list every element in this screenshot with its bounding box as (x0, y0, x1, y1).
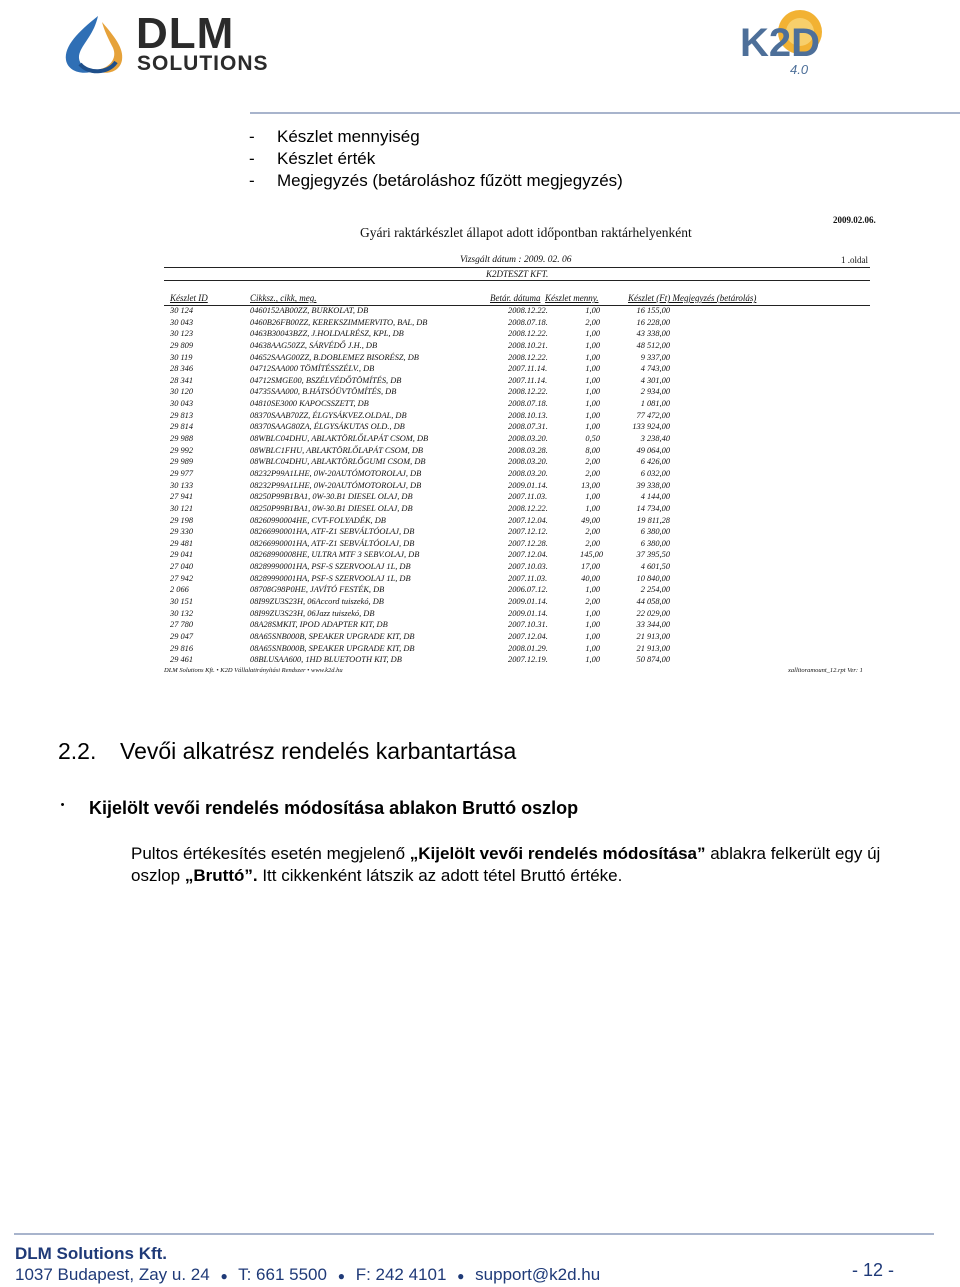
table-cell-value: 10 840,00 (636, 573, 670, 583)
footer-phone: T: 661 5500 (238, 1265, 327, 1284)
dlm-logo-emblem (58, 12, 138, 78)
table-cell-value: 4 144,00 (640, 492, 670, 502)
table-cell-date: 2008.03.28. (508, 445, 548, 455)
table-cell-qty: 2,00 (585, 538, 600, 548)
table-cell-qty: 13,00 (581, 480, 600, 490)
table-cell-qty: 1,00 (585, 340, 600, 350)
table-cell-date: 2007.12.04. (508, 631, 548, 641)
table-cell-qty: 1,00 (585, 329, 600, 339)
table-cell-name: 08A65SNB000B, SPEAKER UPGRADE KIT, DB (250, 643, 415, 653)
table-cell-date: 2008.07.18. (508, 399, 548, 409)
footer-fax: F: 242 4101 (355, 1265, 447, 1284)
table-row (160, 363, 872, 375)
table-cell-date: 2007.10.03. (508, 562, 548, 572)
table-cell-qty: 2,00 (585, 597, 600, 607)
table-cell-id: 27 040 (170, 562, 194, 572)
table-cell-value: 21 913,00 (636, 631, 670, 641)
table-row (160, 421, 872, 433)
table-cell-id: 30 120 (170, 387, 194, 397)
table-cell-id: 29 481 (170, 538, 194, 548)
table-cell-date: 2008.03.20. (508, 468, 548, 478)
table-cell-value: 6 380,00 (640, 538, 670, 548)
list-item-text: Megjegyzés (betároláshoz fűzött megjegyzés) (277, 171, 623, 190)
table-cell-date: 2008.12.22. (508, 352, 548, 362)
table-row (160, 386, 872, 398)
table-cell-name: 08WBLC04DHU, ABLAKTÖRLŐLAPÁT CSOM, DB (250, 434, 429, 444)
table-row (160, 631, 872, 643)
table-cell-date: 2008.12.22. (508, 503, 548, 513)
table-row (160, 328, 872, 340)
table-cell-value: 48 512,00 (636, 340, 670, 350)
table-cell-value: 6 380,00 (640, 527, 670, 537)
k2d-logo (738, 2, 862, 76)
para-bold: „Bruttó”. (184, 866, 258, 885)
table-row (160, 526, 872, 538)
table-row (160, 456, 872, 468)
table-cell-qty: 1,00 (585, 492, 600, 502)
footer-separator: ● (457, 1269, 465, 1283)
table-row (160, 480, 872, 492)
table-cell-value: 21 913,00 (636, 643, 670, 653)
report-col-date: Betár. dátuma (490, 293, 541, 303)
table-cell-name: 04638AAG50ZZ, SÁRVÉDŐ J.H., DB (250, 340, 378, 350)
report-col-qty: Készlet menny. (545, 293, 599, 303)
table-row (160, 654, 872, 666)
table-row (160, 596, 872, 608)
header-divider (250, 112, 960, 114)
list-item-text: Készlet érték (277, 149, 376, 168)
k2d-brand-text: K2D (740, 21, 821, 65)
table-cell-value: 22 029,00 (636, 608, 670, 618)
table-cell-id: 29 041 (170, 550, 194, 560)
table-cell-name: 04735SAA000, B.HÁTSÓÜVTÖMÍTÉS, DB (250, 387, 397, 397)
table-cell-value: 3 238,40 (640, 434, 670, 444)
table-cell-qty: 2,00 (585, 457, 600, 467)
table-cell-id: 2 066 (170, 585, 189, 595)
table-cell-id: 29 047 (170, 631, 194, 641)
table-cell-qty: 1,00 (585, 399, 600, 409)
table-cell-id: 30 151 (170, 597, 194, 607)
footer-divider (14, 1233, 934, 1235)
table-cell-date: 2007.12.28. (508, 538, 548, 548)
table-cell-id: 29 198 (170, 515, 194, 525)
dash-marker: - (249, 171, 255, 190)
table-cell-qty: 1,00 (585, 375, 600, 385)
table-cell-qty: 2,00 (585, 468, 600, 478)
table-cell-name: 08WBLC1FHU, ABLAKTÖRLŐLAPÁT CSOM, DB (250, 445, 424, 455)
report-page: 1 .oldal (841, 255, 868, 265)
table-row (160, 503, 872, 515)
table-cell-qty: 1,00 (585, 422, 600, 432)
table-row (160, 619, 872, 631)
table-row (160, 398, 872, 410)
table-cell-value: 133 924,00 (632, 422, 670, 432)
table-cell-value: 6 426,00 (640, 457, 670, 467)
table-row (160, 491, 872, 503)
table-cell-id: 30 119 (170, 352, 193, 362)
list-item (249, 126, 623, 148)
table-cell-qty: 1,00 (585, 352, 600, 362)
table-row (160, 352, 872, 364)
table-cell-name: 08A28SMKIT, IPOD ADAPTER KIT, DB (250, 620, 388, 630)
table-cell-name: 08260990004HE, CVT-FOLYADÉK, DB (250, 515, 386, 525)
para-bold: „Kijelölt vevői rendelés módosítása” (409, 844, 706, 863)
table-cell-name: 08I99ZU3S23H, 06Accord tuiszekó, DB (250, 597, 384, 607)
dash-list (249, 126, 623, 192)
table-cell-id: 29 992 (170, 445, 194, 455)
table-cell-date: 2008.03.20. (508, 434, 548, 444)
report-col-name: Cikksz., cikk, meg. (250, 293, 317, 303)
table-cell-name: 0460152AB00ZZ, BURKOLAT, DB (250, 306, 369, 315)
bullet-icon: • (60, 799, 65, 811)
table-cell-name: 04810SE3000 KAPOCSSZETT, DB (250, 399, 369, 409)
table-cell-name: 08708G98P0HE, JAVÍTÓ FESTÉK, DB (250, 585, 385, 595)
table-cell-date: 2007.11.03. (508, 492, 548, 502)
table-cell-name: 08266990001HA, ATF-Z1 SEBVÁLTÓOLAJ, DB (250, 527, 415, 537)
table-cell-value: 4 301,00 (640, 375, 670, 385)
table-cell-id: 29 809 (170, 340, 194, 350)
table-cell-qty: 8,00 (585, 445, 600, 455)
table-cell-id: 29 814 (170, 422, 194, 432)
table-cell-qty: 1,00 (585, 410, 600, 420)
table-cell-name: 08I99ZU3S23H, 06Jazz tuiszekó, DB (250, 608, 375, 618)
table-cell-id: 30 121 (170, 503, 194, 513)
table-cell-id: 27 780 (170, 620, 194, 630)
table-cell-value: 19 811,28 (637, 515, 670, 525)
table-cell-date: 2007.11.03. (508, 573, 548, 583)
table-cell-name: 0460B26FB00ZZ, KEREKSZIMMERVITO, BAL, DB (250, 317, 428, 327)
table-row (160, 305, 872, 317)
table-cell-qty: 1,00 (585, 643, 600, 653)
table-cell-value: 43 338,00 (636, 329, 670, 339)
table-cell-value: 49 064,00 (636, 445, 670, 455)
table-cell-id: 28 341 (170, 375, 194, 385)
table-row (160, 515, 872, 527)
table-cell-name: 0463B30043BZZ, J.HOLDALRÉSZ, KPL, DB (250, 329, 404, 339)
table-cell-name: 08289990001HA, PSF-S SZERVOOLAJ 1L, DB (250, 573, 411, 583)
list-item-text: Készlet mennyiség (277, 127, 420, 146)
k2d-logo-graphic (738, 2, 862, 76)
table-cell-name: 08232P99A1LHE, 0W-20AUTÓMOTOROLAJ, DB (250, 480, 422, 490)
table-cell-qty: 1,00 (585, 306, 600, 315)
report-firm: K2DTESZT KFT. (486, 269, 549, 279)
table-cell-name: 08370SAAB70ZZ, ÉLGYSÁKVEZ.OLDAL, DB (250, 410, 407, 420)
table-cell-qty: 0,50 (585, 434, 600, 444)
table-cell-name: 08370SAAG80ZA, ÉLGYSÁKUTAS OLD., DB (250, 422, 405, 432)
table-cell-date: 2008.01.29. (508, 643, 548, 653)
table-cell-id: 29 816 (170, 643, 194, 653)
table-cell-id: 30 132 (170, 608, 194, 618)
table-cell-name: 08BLUSAA600, 1HD BLUETOOTH KIT, DB (250, 655, 402, 665)
table-row (160, 573, 872, 585)
footer-separator: ● (220, 1269, 228, 1283)
para-text: Pultos értékesítés esetén megjelenő (131, 844, 410, 863)
table-cell-date: 2007.11.14. (508, 375, 548, 385)
table-cell-value: 37 395,50 (636, 550, 670, 560)
para-text: ablakra felkerült egy új oszlop (131, 844, 881, 885)
table-cell-id: 30 124 (170, 306, 194, 315)
table-cell-value: 2 254,00 (640, 585, 670, 595)
footer-address: 1037 Budapest, Zay u. 24 (15, 1265, 210, 1284)
section-number: 2.2. (58, 738, 97, 764)
table-cell-name: 04712SAA000 TÖMÍTÉSSZÉLV., DB (250, 364, 375, 374)
report-rows (160, 305, 872, 666)
table-cell-name: 08250P99B1BA1, 0W-30.B1 DIESEL OLAJ, DB (250, 503, 413, 513)
table-row (160, 608, 872, 620)
table-cell-id: 29 977 (170, 468, 194, 478)
table-cell-date: 2008.12.22. (508, 387, 548, 397)
table-cell-name: 08289990001HA, PSF-S SZERVOOLAJ 1L, DB (250, 562, 411, 572)
table-cell-value: 9 337,00 (640, 352, 670, 362)
table-cell-id: 28 346 (170, 364, 194, 374)
table-cell-date: 2006.07.12. (508, 585, 548, 595)
report-rule (164, 280, 870, 281)
table-cell-id: 29 461 (170, 655, 194, 665)
table-row (160, 410, 872, 422)
table-cell-qty: 145,00 (580, 550, 604, 560)
table-cell-date: 2008.03.20. (508, 457, 548, 467)
table-row (160, 538, 872, 550)
table-cell-value: 44 058,00 (636, 597, 670, 607)
table-cell-id: 29 989 (170, 457, 194, 467)
dlm-brand-wordmark: DLM (136, 9, 235, 58)
table-cell-qty: 1,00 (585, 585, 600, 595)
table-cell-id: 29 813 (170, 410, 194, 420)
table-cell-name: 08268990008HE, ULTRA MTF 3 SEBV.OLAJ, DB (250, 550, 420, 560)
table-cell-date: 2009.01.14. (508, 480, 548, 490)
table-cell-date: 2007.10.31. (508, 620, 548, 630)
table-cell-qty: 1,00 (585, 387, 600, 397)
report-screenshot (160, 210, 876, 682)
table-cell-value: 33 344,00 (636, 620, 670, 630)
report-title: Gyári raktárkészlet állapot adott időpontban raktárhelyenként (360, 225, 692, 240)
table-cell-date: 2007.12.19. (508, 655, 548, 665)
footer-email[interactable]: support@k2d.hu (475, 1265, 601, 1284)
table-cell-id: 29 988 (170, 434, 194, 444)
table-cell-name: 08232P99A1LHE, 0W-20AUTÓMOTOROLAJ, DB (250, 468, 422, 478)
table-cell-id: 30 043 (170, 317, 194, 327)
table-cell-date: 2008.12.22. (508, 329, 548, 339)
table-cell-name: 08250P99B1BA1, 0W-30.B1 DIESEL OLAJ, DB (250, 492, 413, 502)
table-row (160, 584, 872, 596)
table-cell-id: 30 133 (170, 480, 194, 490)
footer-contact (15, 1265, 600, 1286)
table-cell-qty: 2,00 (585, 317, 600, 327)
table-row (160, 433, 872, 445)
table-cell-date: 2007.12.04. (508, 515, 548, 525)
report-rule (164, 267, 870, 268)
report-col-value: Készlet (Ft) Megjegyzés (betárolás) (628, 293, 757, 303)
table-cell-value: 2 934,00 (640, 387, 670, 397)
dlm-brand-subtitle: SOLUTIONS (137, 52, 269, 75)
report-footer-right: xallitoramount_12.rpt Ver: 1 (788, 667, 863, 674)
table-row (160, 317, 872, 329)
section-heading (58, 737, 516, 765)
table-cell-value: 77 472,00 (636, 410, 670, 420)
table-cell-id: 27 941 (170, 492, 194, 502)
table-cell-date: 2008.07.18. (508, 317, 548, 327)
report-col-id: Készlet ID (170, 293, 208, 303)
table-cell-value: 4 743,00 (640, 364, 670, 374)
bullet-title: Kijelölt vevői rendelés módosítása ablakon Bruttó oszlop (89, 798, 579, 818)
table-cell-date: 2008.07.31. (508, 422, 548, 432)
table-cell-value: 14 734,00 (636, 503, 670, 513)
table-cell-id: 29 330 (170, 527, 194, 537)
table-row (160, 375, 872, 387)
footer-separator: ● (337, 1269, 345, 1283)
table-cell-name: 08A65SNB000B, SPEAKER UPGRADE KIT, DB (250, 631, 415, 641)
body-paragraph (131, 843, 931, 887)
table-row (160, 643, 872, 655)
footer-company: DLM Solutions Kft. (15, 1244, 168, 1263)
table-row (160, 549, 872, 561)
table-cell-qty: 1,00 (585, 364, 600, 374)
table-cell-value: 1 081,00 (640, 399, 670, 409)
table-cell-value: 16 155,00 (636, 306, 670, 315)
table-cell-date: 2008.10.21. (508, 340, 548, 350)
list-item (249, 170, 623, 192)
table-cell-value: 16 228,00 (636, 317, 670, 327)
table-cell-qty: 2,00 (585, 527, 600, 537)
table-cell-value: 6 032,00 (640, 468, 670, 478)
k2d-version-text: 4.0 (790, 62, 809, 76)
para-text: Itt cikkenként látszik az adott tétel Bruttó értéke. (257, 866, 623, 885)
table-cell-date: 2007.12.04. (508, 550, 548, 560)
table-cell-date: 2007.11.14. (508, 364, 548, 374)
table-cell-qty: 1,00 (585, 620, 600, 630)
table-cell-id: 27 942 (170, 573, 194, 583)
table-cell-qty: 1,00 (585, 503, 600, 513)
report-footer-left: DLM Solutions Kft. • K2D Vállalatirányítási Rendszer • www.k2d.hu (164, 667, 343, 674)
page-number: - 12 - (852, 1260, 895, 1280)
table-cell-qty: 1,00 (585, 655, 600, 665)
table-cell-date: 2008.10.13. (508, 410, 548, 420)
table-row (160, 445, 872, 457)
table-cell-date: 2007.12.12. (508, 527, 548, 537)
table-cell-name: 08WBLC04DHU, ABLAKTÖRLŐGUMI CSOM, DB (250, 457, 426, 467)
list-item (249, 148, 623, 170)
dash-marker: - (249, 127, 255, 146)
table-cell-name: 08266990001HA, ATF-Z1 SEBVÁLTÓOLAJ, DB (250, 538, 415, 548)
table-row (160, 468, 872, 480)
table-cell-id: 30 123 (170, 329, 194, 339)
table-cell-name: 04712SMGE00, BSZÉLVÉDŐTÖMÍTÉS, DB (250, 375, 402, 385)
table-cell-qty: 1,00 (585, 608, 600, 618)
section-title: Vevői alkatrész rendelés karbantartása (120, 738, 517, 764)
table-row (160, 561, 872, 573)
table-cell-qty: 49,00 (581, 515, 600, 525)
table-row (160, 340, 872, 352)
table-cell-date: 2009.01.14. (508, 608, 548, 618)
table-cell-value: 39 338,00 (636, 480, 670, 490)
table-cell-name: 04652SAAG00ZZ, B.DOBLEMEZ BISORÉSZ, DB (250, 352, 419, 362)
report-query-date: Vizsgált dátum : 2009. 02. 06 (460, 255, 572, 265)
table-cell-qty: 1,00 (585, 631, 600, 641)
table-cell-value: 50 874,00 (636, 655, 670, 665)
table-cell-qty: 17,00 (581, 562, 600, 572)
table-cell-date: 2009.01.14. (508, 597, 548, 607)
table-cell-date: 2008.12.22. (508, 306, 548, 315)
dash-marker: - (249, 149, 255, 168)
table-cell-qty: 40,00 (581, 573, 600, 583)
table-cell-id: 30 043 (170, 399, 194, 409)
table-cell-value: 4 601,50 (640, 562, 670, 572)
report-date: 2009.02.06. (833, 215, 876, 225)
